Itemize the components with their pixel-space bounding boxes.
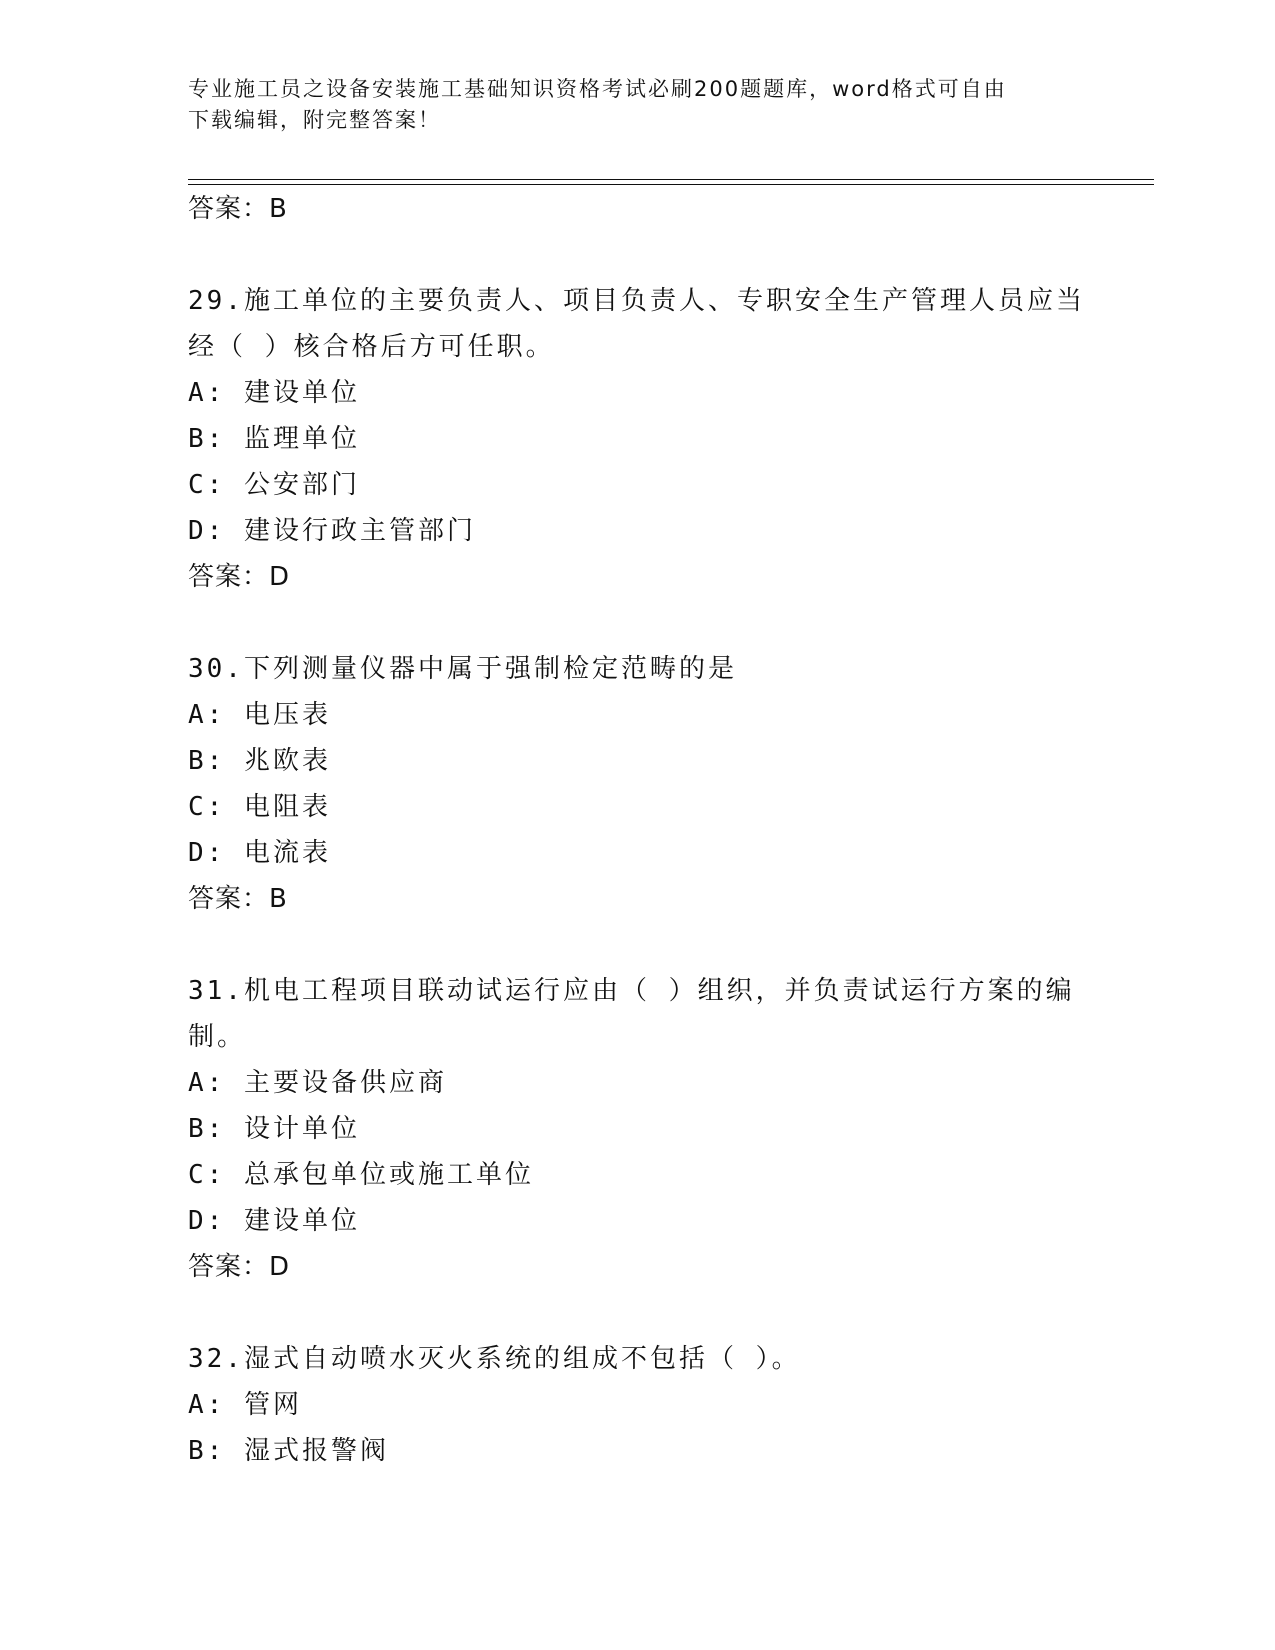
- question-text-continued: 经（ ）核合格后方可任职。: [188, 332, 555, 362]
- option-a: A: 管网: [188, 1390, 302, 1420]
- question-text: 30.下列测量仪器中属于强制检定范畴的是: [188, 654, 737, 684]
- option-b: B: 兆欧表: [188, 746, 331, 776]
- option-d: D: 建设单位: [188, 1206, 360, 1236]
- option-b: B: 监理单位: [188, 424, 360, 454]
- answer-line: 答案：B: [188, 194, 288, 224]
- question-31: [188, 968, 1088, 1290]
- question-text-continued: 制。: [188, 1022, 247, 1052]
- header-divider-bottom: [188, 184, 1154, 185]
- option-d: D: 建设行政主管部门: [188, 516, 476, 546]
- question-text: 31.机电工程项目联动试运行应由（ ）组织，并负责试运行方案的编: [188, 976, 1075, 1006]
- option-a: A: 建设单位: [188, 378, 360, 408]
- question-list: [188, 186, 1088, 1474]
- option-c: C: 公安部门: [188, 470, 360, 500]
- option-d: D: 电流表: [188, 838, 331, 868]
- option-a: A: 主要设备供应商: [188, 1068, 447, 1098]
- option-a: A: 电压表: [188, 700, 331, 730]
- question-32: [188, 1336, 1088, 1474]
- question-text: 32.湿式自动喷水灭火系统的组成不包括（ ）。: [188, 1344, 801, 1374]
- header-line-1: 专业施工员之设备安装施工基础知识资格考试必刷200题题库，word格式可自由: [188, 77, 1007, 101]
- question-text: 29.施工单位的主要负责人、项目负责人、专职安全生产管理人员应当: [188, 286, 1085, 316]
- option-b: B: 湿式报警阀: [188, 1436, 389, 1466]
- answer-line: 答案：D: [188, 562, 291, 592]
- answer-line: 答案：B: [188, 884, 288, 914]
- option-c: C: 总承包单位或施工单位: [188, 1160, 534, 1190]
- header-divider-top: [188, 179, 1154, 180]
- option-c: C: 电阻表: [188, 792, 331, 822]
- header-line-2: 下载编辑，附完整答案！: [188, 108, 441, 132]
- question-30: [188, 646, 1088, 922]
- answer-line: 答案：D: [188, 1252, 291, 1282]
- document-header: [188, 74, 1088, 136]
- question-29: [188, 278, 1088, 600]
- option-b: B: 设计单位: [188, 1114, 360, 1144]
